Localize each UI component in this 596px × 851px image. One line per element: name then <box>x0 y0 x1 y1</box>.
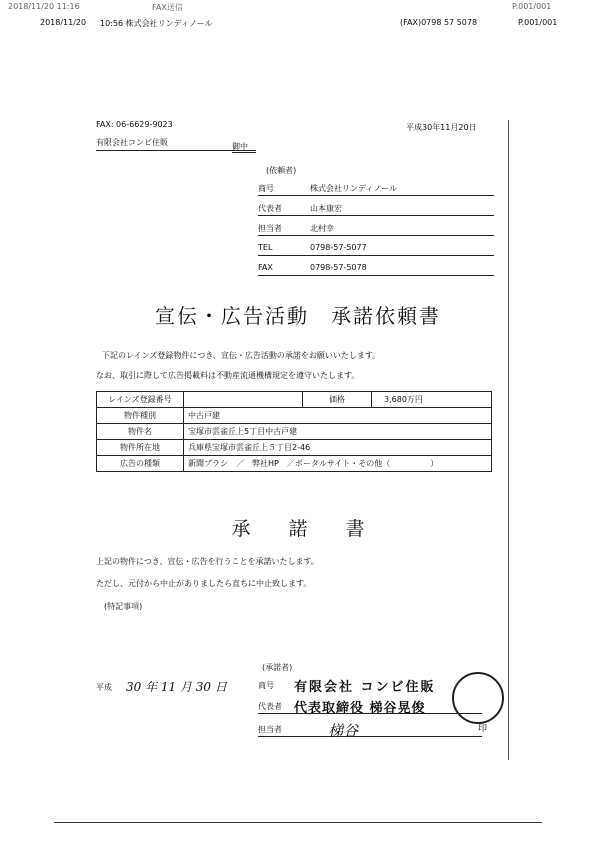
property-table <box>96 391 492 472</box>
seal-mark: 印 <box>478 724 488 734</box>
right-border-line <box>508 120 509 760</box>
signer-label: 商号 <box>258 681 274 690</box>
signer-company-stamp: 有限会社 コンビ住販 <box>294 680 436 695</box>
table-label: 物件種別 <box>97 408 184 424</box>
fax-header-date: 2018/11/20 <box>40 18 87 27</box>
table-sublabel: 価格 <box>303 392 372 408</box>
fax-header-page: P.001/001 <box>518 18 558 27</box>
requester-label: 商号 <box>258 184 274 193</box>
table-row <box>97 440 492 456</box>
document-date: 平成30年11月20日 <box>406 123 477 132</box>
requester-value: 0798-57-5077 <box>310 243 367 252</box>
requester-row <box>258 221 494 236</box>
table-value: 中古戸建 <box>184 408 492 424</box>
signer-handwritten-name: 梯谷 <box>328 722 359 740</box>
requester-row <box>258 181 494 196</box>
company-seal <box>452 672 504 724</box>
signature-date-handwritten: 30 年 11 月 30 日 <box>126 680 227 694</box>
request-line-2: なお、取引に際して広告掲載料は不動産流通機構規定を遵守いたします。 <box>96 371 360 380</box>
table-row <box>97 392 492 408</box>
requester-label: TEL <box>258 243 273 252</box>
fax-header-line1-mid: FAX送信 <box>152 3 183 12</box>
signer-row <box>258 697 482 714</box>
fax-header-company: 10:56 株式会社リンディノール <box>100 19 213 28</box>
table-row <box>97 424 492 440</box>
remarks-label: (特記事項) <box>104 602 143 611</box>
requester-label: FAX <box>258 263 273 272</box>
document-title: 宣伝・広告活動 承諾依頼書 <box>155 304 441 328</box>
table-subvalue: 3,680万円 <box>372 392 492 408</box>
recipient-company: 有限会社コンビ住販 <box>96 138 168 147</box>
consent-line-2: ただし、元付から中止がありましたら直ちに中止致します。 <box>96 579 312 588</box>
table-label: レインズ登録番号 <box>97 392 184 408</box>
requester-value: 株式会社リンディノール <box>310 184 397 193</box>
requester-value: 北村幸 <box>310 224 334 233</box>
signer-label: 担当者 <box>258 725 282 734</box>
recipient-underline <box>96 150 256 151</box>
requester-value: 山本康宏 <box>310 204 342 213</box>
table-label: 広告の種類 <box>97 456 184 472</box>
table-value: 兵庫県宝塚市雲雀丘上５丁目2-46 <box>184 440 492 456</box>
table-row <box>97 408 492 424</box>
requester-row <box>258 241 494 256</box>
requester-value: 0798-57-5078 <box>310 263 367 272</box>
requester-label: 担当者 <box>258 224 282 233</box>
signer-heading: (承諾者) <box>262 663 293 672</box>
requester-row <box>258 261 494 276</box>
fax-header-line1-left: 2018/11/20 11:16 <box>8 2 80 11</box>
requester-row <box>258 201 494 216</box>
recipient-fax: FAX: 06-6629-9023 <box>96 120 173 129</box>
table-value <box>184 392 303 408</box>
signer-row <box>258 676 482 695</box>
consent-line-1: 上記の物件につき、宣伝・広告を行うことを承諾いたします。 <box>96 557 319 566</box>
fax-header-fax: (FAX)0798 57 5078 <box>400 18 478 27</box>
signer-representative-stamp: 代表取締役 梯谷晃俊 <box>294 701 426 716</box>
consent-title: 承 諾 書 <box>231 518 365 540</box>
footer-line <box>54 822 542 823</box>
table-value: 新聞ブラシ ／ 弊社HP ／ポータルサイト・その他（ ） <box>184 456 492 472</box>
table-label: 物件名 <box>97 424 184 440</box>
table-label: 物件所在地 <box>97 440 184 456</box>
request-line-1: 下記のレインズ登録物件につき、宣伝・広告活動の承諾をお願いいたします。 <box>102 351 381 360</box>
signature-date-label: 平成 <box>96 683 112 692</box>
fax-header-line1-right: P.001/001 <box>512 2 552 11</box>
signer-label: 代表者 <box>258 702 282 711</box>
recipient-honorific: 御中 <box>232 141 256 153</box>
requester-label: 代表者 <box>258 204 282 213</box>
table-value: 宝塚市雲雀丘上5丁目中古戸建 <box>184 424 492 440</box>
signer-row <box>258 720 482 740</box>
table-row <box>97 456 492 472</box>
requester-heading: (依頼者) <box>266 166 297 175</box>
